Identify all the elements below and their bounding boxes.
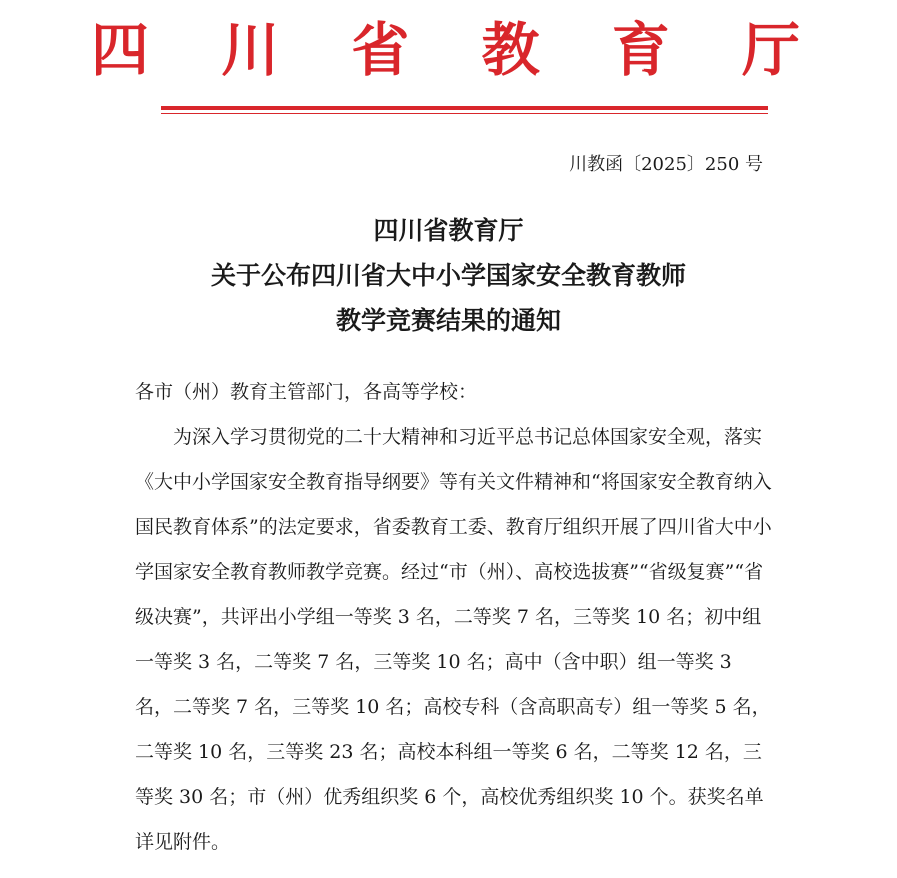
header-red-rule-thick xyxy=(161,106,768,110)
title-line-3: 教学竞赛结果的通知 xyxy=(335,306,561,335)
salutation: 各市（州）教育主管部门，各高等学校： xyxy=(135,381,478,403)
title-line-1: 四川省教育厅 xyxy=(373,216,524,245)
title-line-2: 关于公布四川省大中小学国家安全教育教师 xyxy=(210,261,686,290)
notice-body xyxy=(135,370,775,865)
document-number: 川教函〔2025〕250 号 xyxy=(569,154,763,175)
header-red-rule-thin xyxy=(161,113,768,114)
notice-title xyxy=(0,208,897,343)
agency-header-title: 四 川 省 教 育 厅 xyxy=(91,16,826,84)
body-paragraph: 为深入学习贯彻党的二十大精神和习近平总书记总体国家安全观，落实《大中小学国家安全教育指导纲要》等有关文件精神和“将国家安全教育纳入国民教育体系”的法定要求，省委教育工委、教育厅组织开展了四川省大中小学国家安全教育教师教学竞赛。经过“市（州）、高校选拔赛”“省级复赛”“省级决赛”，共评出小学组一等奖 3 名，二等奖 7 名，三等奖 10 名；初中组一等奖 3 名，二等奖 7 名，三等奖 10 名；高中（含中职）组一等奖 3 名，二等奖 7 名，三等奖 10 名；高校专科（含高职高专）组一等奖 5 名，二等奖 10 名，三等奖 23 名；高校本科组一等奖 6 名，二等奖 12 名，三等奖 30 名；市（州）优秀组织奖 6 个，高校优秀组织奖 10 个。获奖名单详见附件。 xyxy=(135,426,772,853)
